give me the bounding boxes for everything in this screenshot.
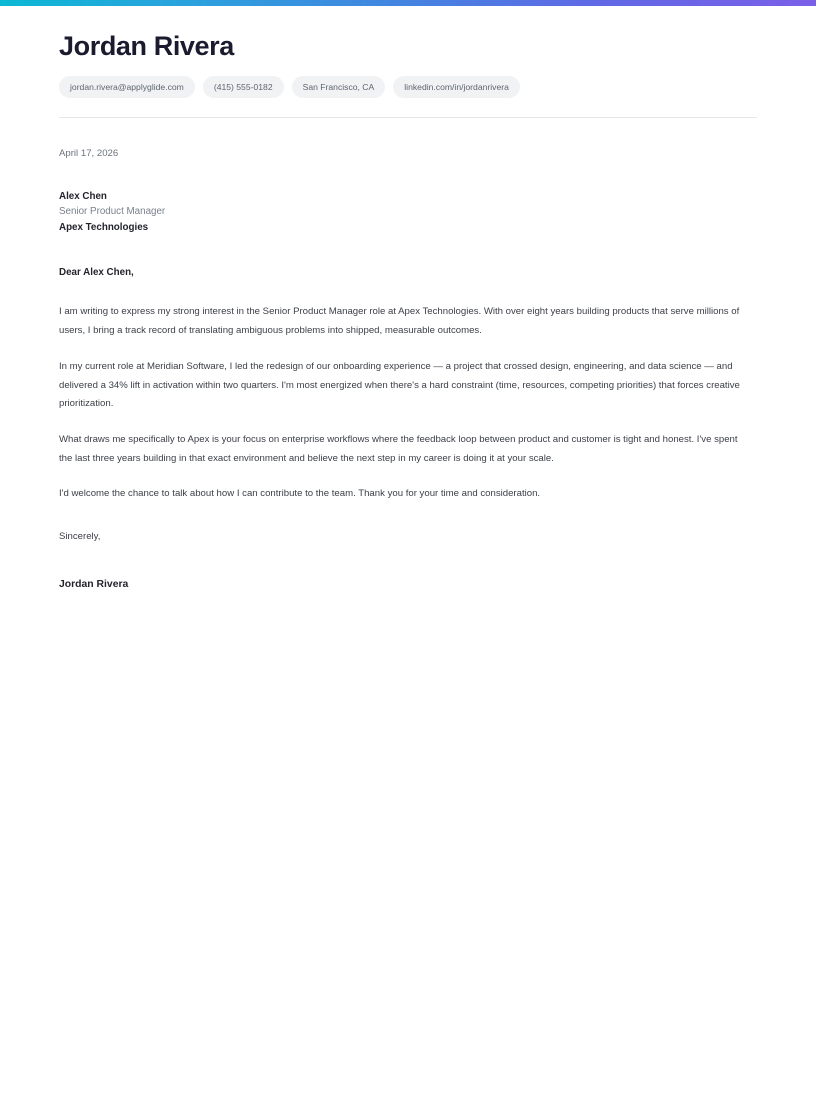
signature-name: Jordan Rivera <box>59 579 129 591</box>
contact-pill-location[interactable]: San Francisco, CA <box>292 76 386 99</box>
letter-paragraph-1: I am writing to express my strong interest in the Senior Product Manager role at Apex Technologies. With over eight years building products that serve millions of users, I bring a track record of translating ambiguous problems into shipped, measurable outcomes. <box>59 306 740 337</box>
contact-pill-phone[interactable]: (415) 555-0182 <box>203 76 284 99</box>
letter-paragraph-2: In my current role at Meridian Software, I led the redesign of our onboarding experience — a project that crossed design, engineering, and data science — and delivered a 34% lift in activation within two quarters. I'm most energized when there's a hard constraint (time, resources, competing priorities) that forces creative prioritization. <box>59 360 740 410</box>
recipient-company: Apex Technologies <box>59 222 149 234</box>
closing-line: Sincerely, <box>59 531 101 543</box>
contact-pill-linkedin[interactable]: linkedin.com/in/jordanrivera <box>393 76 520 99</box>
recipient-title: Senior Product Manager <box>59 206 166 218</box>
letter-paragraph-4: I'd welcome the chance to talk about how I can contribute to the team. Thank you for your time and consideration. <box>59 488 541 500</box>
letterhead <box>59 0 757 118</box>
accent-gradient-bar <box>0 0 816 6</box>
salutation: Dear Alex Chen, <box>59 266 134 278</box>
letter-body <box>59 126 757 593</box>
contact-pill-email[interactable]: jordan.rivera@applyglide.com <box>59 76 195 99</box>
sender-name: Jordan Rivera <box>59 31 234 61</box>
letter-paragraph-3: What draws me specifically to Apex is your focus on enterprise workflows where the feedback loop between product and customer is tight and honest. I've spent the last three years building in that exact environment and believe the next step in my career is doing it at your scale. <box>59 433 738 464</box>
letter-date: April 17, 2026 <box>59 148 119 160</box>
contact-pill-list <box>59 76 757 99</box>
recipient-block <box>59 189 757 236</box>
recipient-name: Alex Chen <box>59 190 107 202</box>
letterhead-divider <box>59 117 757 118</box>
